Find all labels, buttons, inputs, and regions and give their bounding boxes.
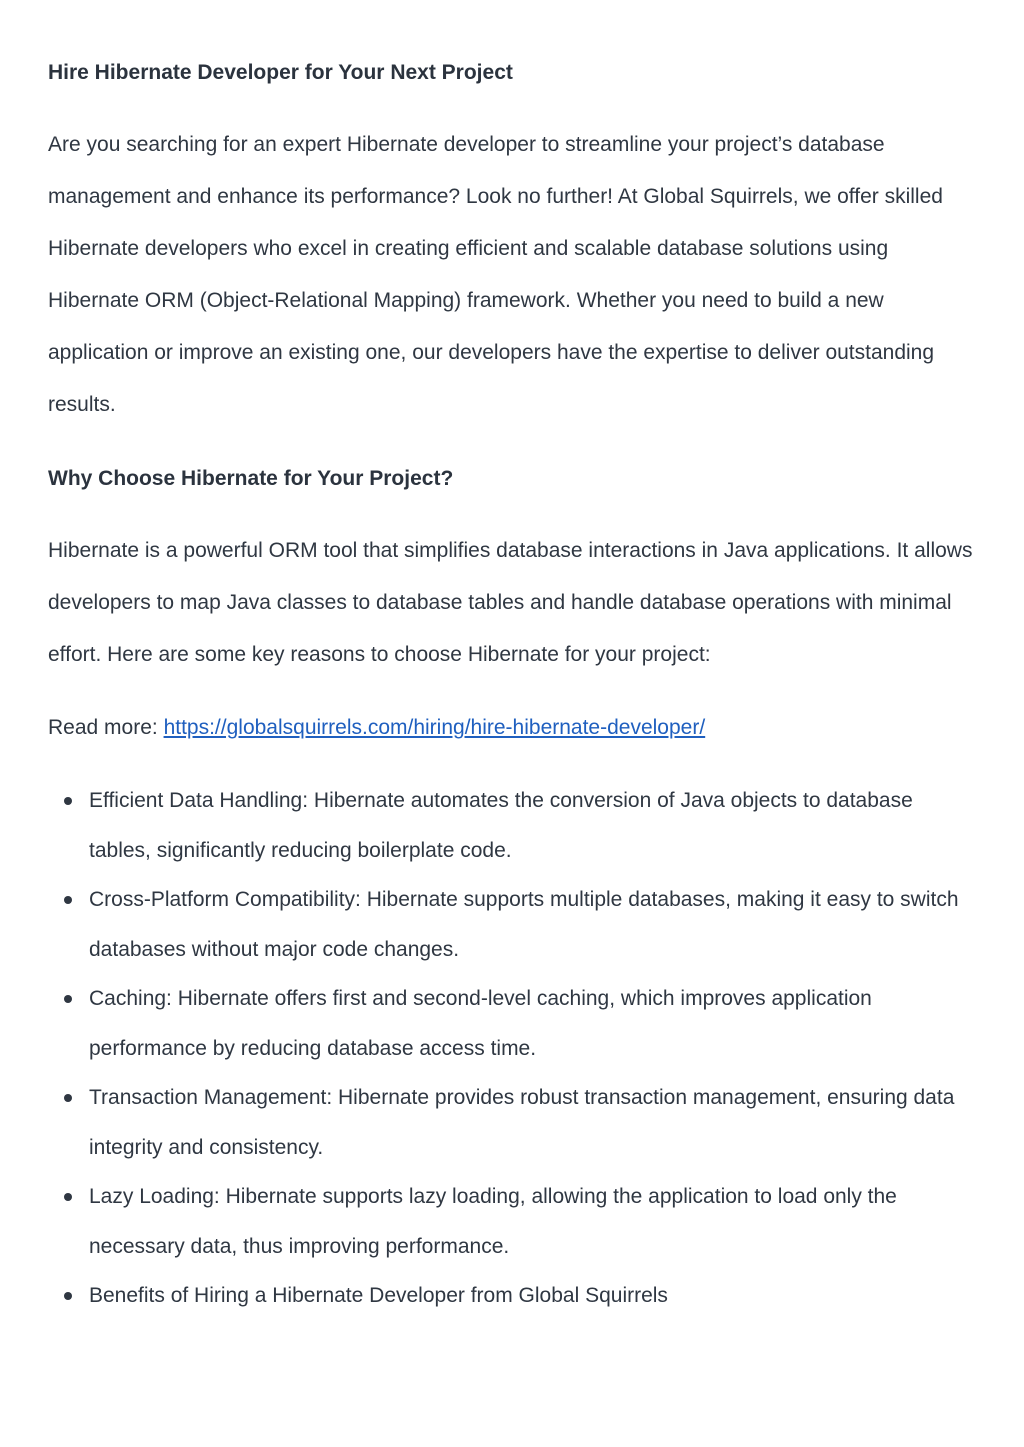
list-item xyxy=(48,974,978,1073)
bullet-icon xyxy=(64,1094,72,1102)
intro-paragraph: Are you searching for an expert Hibernate developer to streamline your project’s database management and enhance its performance? Look no further! At Global Squirrels, we offer skilled Hibernate developers who excel in creating efficient and scalable database solutions using Hibernate ORM (Object-Relational Mapping) framework. Whether you need to build a new application or improve an existing one, our developers have the expertise to deliver outstanding results. xyxy=(48,133,943,416)
bullet-icon xyxy=(64,797,72,805)
list-item xyxy=(48,1271,978,1321)
read-more-line xyxy=(48,715,705,741)
list-item xyxy=(48,875,978,974)
section-heading-why-hibernate: Why Choose Hibernate for Your Project? xyxy=(48,467,454,490)
page-title: Hire Hibernate Developer for Your Next Project xyxy=(48,61,513,84)
list-item-text: Cross-Platform Compatibility: Hibernate supports multiple databases, making it easy to switch databases without major code changes. xyxy=(89,888,959,961)
list-item-text: Caching: Hibernate offers first and second-level caching, which improves application performance by reducing database access time. xyxy=(89,987,872,1060)
bullet-icon xyxy=(64,995,72,1003)
read-more-label: Read more: xyxy=(48,716,164,739)
list-item-text: Lazy Loading: Hibernate supports lazy loading, allowing the application to load only the necessary data, thus improving performance. xyxy=(89,1185,897,1258)
bullet-icon xyxy=(64,1292,72,1300)
list-item xyxy=(48,1073,978,1172)
bullet-icon xyxy=(64,1193,72,1201)
list-item-text: Benefits of Hiring a Hibernate Developer from Global Squirrels xyxy=(89,1284,668,1307)
bullet-icon xyxy=(64,896,72,904)
reasons-list xyxy=(48,776,978,1321)
why-hibernate-paragraph: Hibernate is a powerful ORM tool that simplifies database interactions in Java applications. It allows developers to map Java classes to database tables and handle database operations with minimal effort. Here are some key reasons to choose Hibernate for your project: xyxy=(48,539,973,666)
list-item-text: Efficient Data Handling: Hibernate automates the conversion of Java objects to database tables, significantly reducing boilerplate code. xyxy=(89,789,913,862)
list-item-text: Transaction Management: Hibernate provides robust transaction management, ensuring data integrity and consistency. xyxy=(89,1086,955,1159)
list-item xyxy=(48,776,978,875)
list-item xyxy=(48,1172,978,1271)
read-more-link[interactable]: https://globalsquirrels.com/hiring/hire-hibernate-developer/ xyxy=(163,716,706,739)
